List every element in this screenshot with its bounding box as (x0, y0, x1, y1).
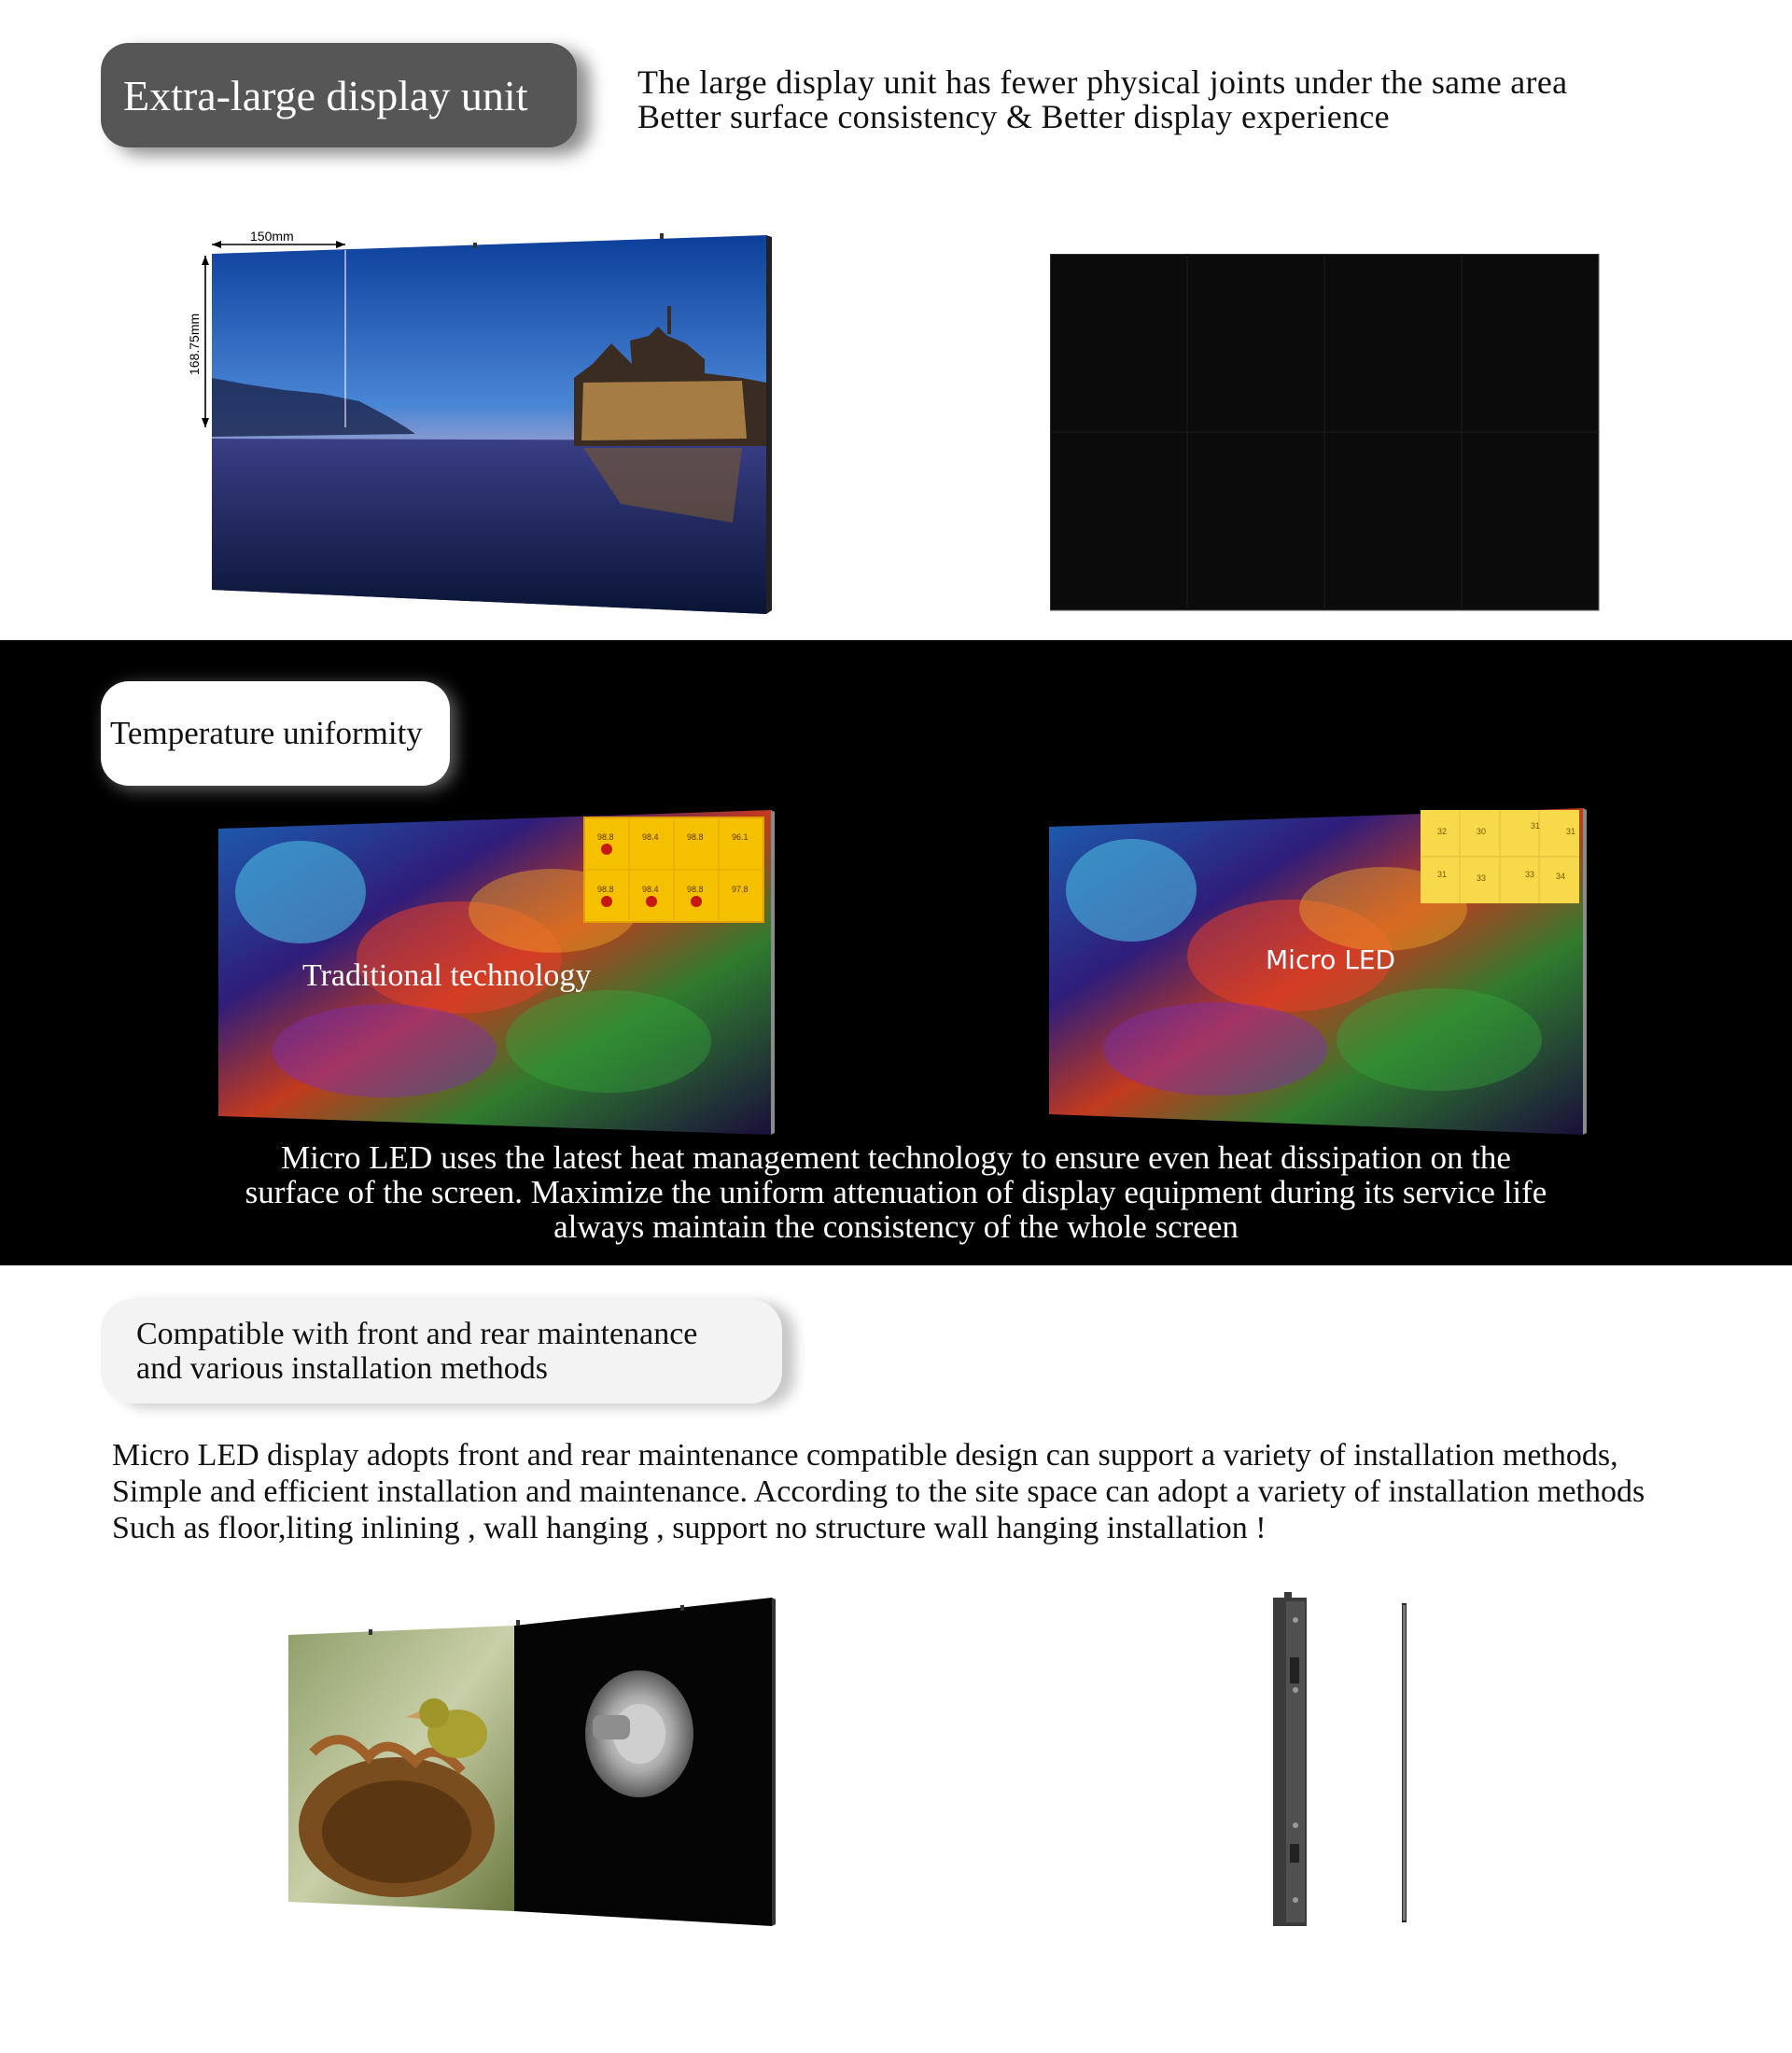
black-seamless-screen (1050, 254, 1601, 612)
temperature-caption-line1: Micro LED uses the latest heat management technology to ensure even heat dissipation on the (281, 1139, 1511, 1176)
width-dimension-label: 150mm (250, 229, 294, 244)
thermal-reading: 98.8 (597, 885, 614, 894)
section1-description (637, 65, 1567, 134)
temperature-badge (101, 681, 450, 786)
thermal-reading: 98.4 (642, 885, 659, 894)
maintenance-badge (101, 1299, 782, 1404)
thermal-reading: 98.4 (642, 832, 659, 842)
thermal-reading: 33 (1525, 870, 1535, 879)
traditional-panel-image (217, 808, 777, 1137)
thermal-reading: 31 (1437, 870, 1448, 879)
section1-desc-line2: Better surface consistency & Better display experience (637, 98, 1390, 135)
extra-large-badge (101, 43, 577, 147)
height-dimension-label: 168.75mm (187, 313, 202, 375)
large-cabinet-image (182, 224, 779, 625)
thermal-reading: 30 (1477, 827, 1487, 836)
front-maintenance-cabinet-image (285, 1594, 779, 1932)
temperature-caption (0, 1140, 1792, 1244)
thermal-reading: 32 (1437, 827, 1448, 836)
maintenance-badge-line2: and various installation methods (136, 1351, 548, 1386)
maintenance-badge-line1: Compatible with front and rear maintenance (136, 1317, 698, 1351)
thermal-reading: 31 (1566, 827, 1576, 836)
traditional-technology-label: Traditional technology (302, 958, 592, 993)
maintenance-desc-line3: Such as floor,liting inlining , wall hanging , support no structure wall hanging installation ! (112, 1511, 1267, 1545)
thermal-reading: 34 (1556, 872, 1566, 881)
section1-desc-line1: The large display unit has fewer physical joints under the same area (637, 63, 1568, 101)
temperature-caption-line3: always maintain the consistency of the whole screen (553, 1208, 1239, 1245)
thermal-reading: 97.8 (732, 885, 749, 894)
maintenance-desc-line2: Simple and efficient installation and maintenance. According to the site space can adopt a variety of installation methods (112, 1474, 1645, 1509)
thermal-reading: 98.8 (687, 885, 704, 894)
maintenance-desc-line1: Micro LED display adopts front and rear maintenance compatible design can support a variety of installation methods, (112, 1438, 1618, 1473)
thermal-reading: 98.8 (687, 832, 704, 842)
thermal-reading: 96.1 (732, 832, 749, 842)
micro-led-label: Micro LED (1266, 944, 1396, 975)
thermal-reading: 31 (1531, 821, 1541, 831)
temperature-badge-label: Temperature uniformity (110, 715, 423, 751)
cabinet-side-profile-image (1267, 1592, 1417, 1930)
extra-large-badge-label: Extra-large display unit (123, 71, 528, 119)
thermal-reading: 98.8 (597, 832, 614, 842)
maintenance-description (112, 1437, 1645, 1546)
micro-led-panel-image (1047, 806, 1607, 1135)
temperature-caption-line2: surface of the screen. Maximize the uniform attenuation of display equipment during its service life (245, 1174, 1547, 1210)
thermal-reading: 33 (1477, 873, 1487, 883)
